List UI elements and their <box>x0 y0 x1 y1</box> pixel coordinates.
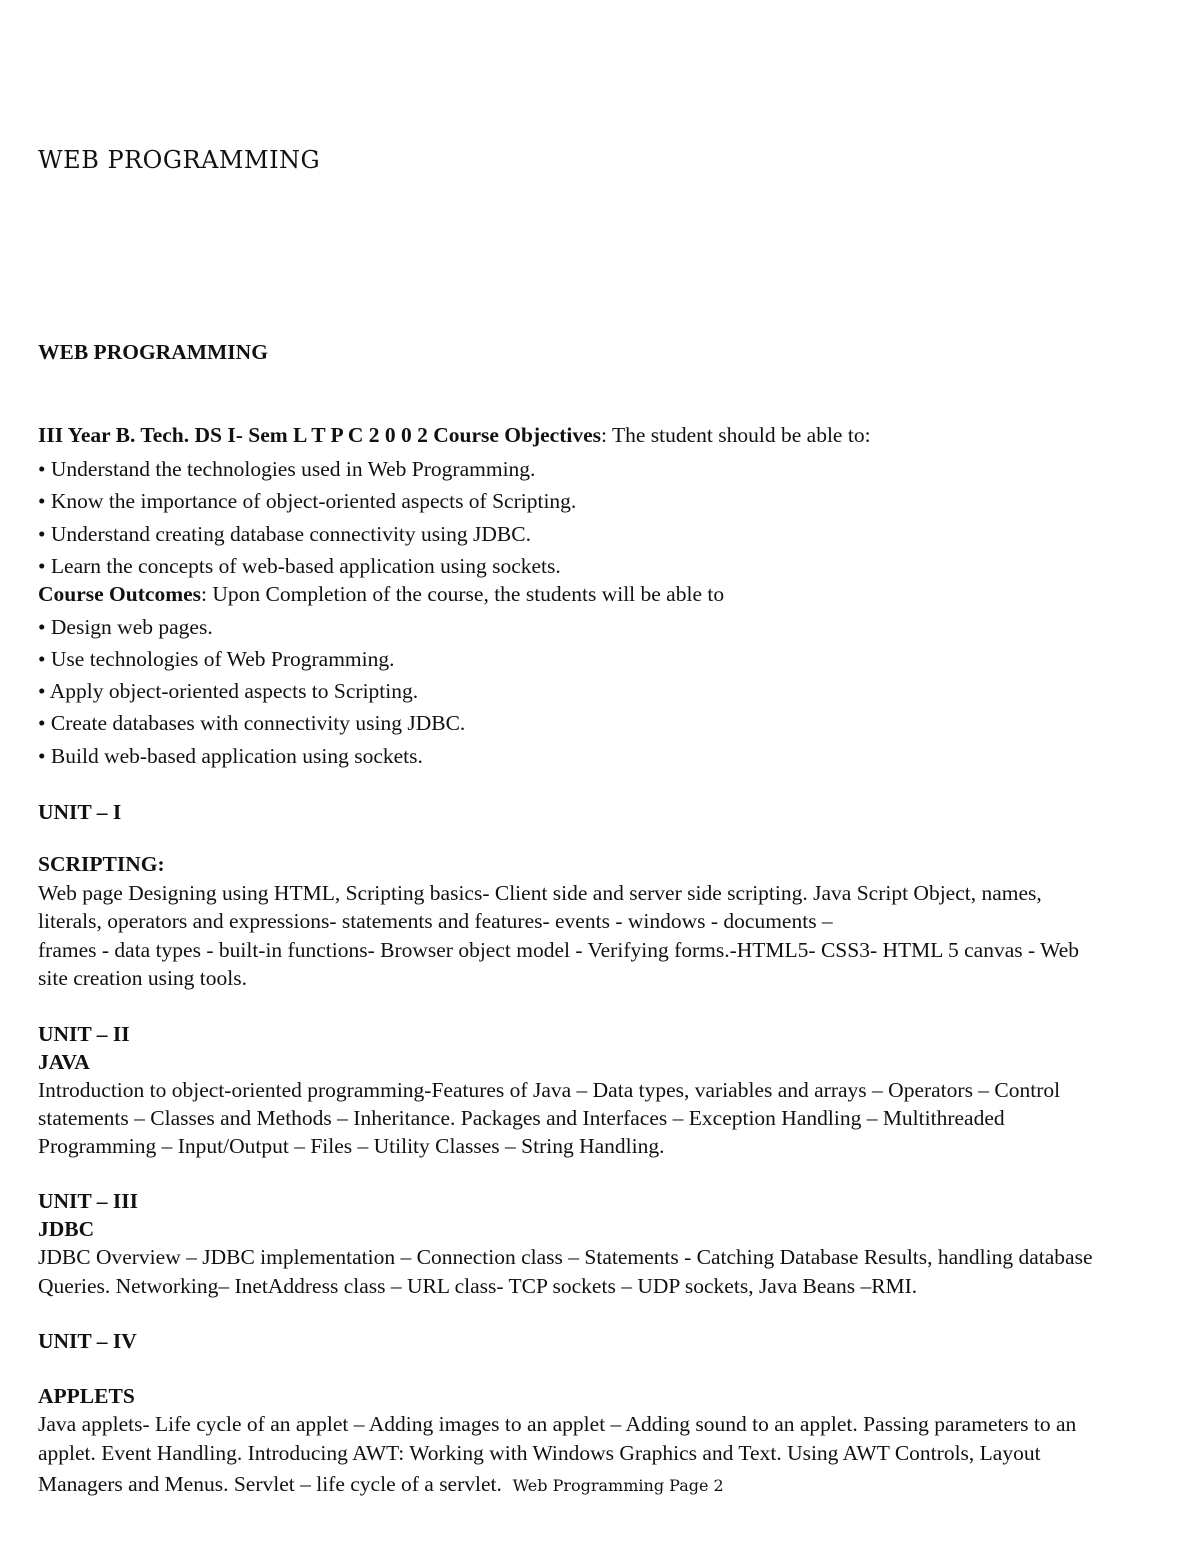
unit-4-text: Java applets- Life cycle of an applet – Adding images to an applet – Adding sound to an applet. Passing parameters to an <box>38 1412 1077 1436</box>
outcome-item: • Use technologies of Web Programming. <box>38 647 395 671</box>
outcome-item: • Apply object-oriented aspects to Scripting. <box>38 679 419 703</box>
unit-2-topic: JAVA <box>38 1050 90 1074</box>
outcomes-bold: Course Outcomes <box>38 582 202 606</box>
outcome-item: • Build web-based application using sockets. <box>38 744 423 768</box>
objective-item: • Learn the concepts of web-based application using sockets. <box>38 554 561 578</box>
unit-1-heading: UNIT – I <box>38 800 122 824</box>
unit-1-text: frames - data types - built-in functions- Browser object model - Verifying forms.-HTML5- CSS3- HTML 5 canvas - Web <box>38 938 1079 962</box>
unit-2-text: Introduction to object-oriented programming-Features of Java – Data types, variables and arrays – Operators – Control <box>38 1078 1061 1102</box>
page-footer: Web Programming Page 2 <box>512 1476 724 1495</box>
unit-4-last-line <box>38 1470 724 1498</box>
unit-2-text: Programming – Input/Output – Files – Utility Classes – String Handling. <box>38 1134 665 1158</box>
unit-4-topic: APPLETS <box>38 1384 135 1408</box>
unit-4-text: Managers and Menus. Servlet – life cycle of a servlet. <box>38 1472 502 1496</box>
unit-4-heading: UNIT – IV <box>38 1329 137 1353</box>
course-info-bold: III Year B. Tech. DS I- Sem L T P C 2 0 0 2 Course Objectives <box>38 423 602 447</box>
course-heading: WEB PROGRAMMING <box>38 340 268 364</box>
outcomes-rest: : Upon Completion of the course, the students will be able to <box>201 582 725 606</box>
unit-1-topic: SCRIPTING: <box>38 852 165 876</box>
outcomes-line <box>38 580 724 608</box>
unit-1-text: Web page Designing using HTML, Scripting basics- Client side and server side scripting. Java Script Object, names, <box>38 881 1042 905</box>
unit-2-heading: UNIT – II <box>38 1022 130 1046</box>
unit-3-text: JDBC Overview – JDBC implementation – Connection class – Statements - Catching Database Results, handling database <box>38 1245 1093 1269</box>
document-title: WEB PROGRAMMING <box>38 146 321 174</box>
course-info-rest: : The student should be able to: <box>601 423 871 447</box>
unit-1-text: site creation using tools. <box>38 966 247 990</box>
outcome-item: • Design web pages. <box>38 615 213 639</box>
unit-3-heading: UNIT – III <box>38 1189 138 1213</box>
unit-3-topic: JDBC <box>38 1217 95 1241</box>
course-info-line <box>38 421 871 449</box>
unit-1-text: literals, operators and expressions- statements and features- events - windows - documents – <box>38 909 833 933</box>
objective-item: • Understand the technologies used in Web Programming. <box>38 457 536 481</box>
outcome-item: • Create databases with connectivity using JDBC. <box>38 711 466 735</box>
unit-2-text: statements – Classes and Methods – Inheritance. Packages and Interfaces – Exception Handling – Multithreaded <box>38 1106 1005 1130</box>
unit-3-text: Queries. Networking– InetAddress class – URL class- TCP sockets – UDP sockets, Java Beans –RMI. <box>38 1274 918 1298</box>
objective-item: • Understand creating database connectivity using JDBC. <box>38 522 531 546</box>
unit-4-text: applet. Event Handling. Introducing AWT: Working with Windows Graphics and Text. Using AWT Controls, Layout <box>38 1441 1041 1465</box>
objective-item: • Know the importance of object-oriented aspects of Scripting. <box>38 489 577 513</box>
